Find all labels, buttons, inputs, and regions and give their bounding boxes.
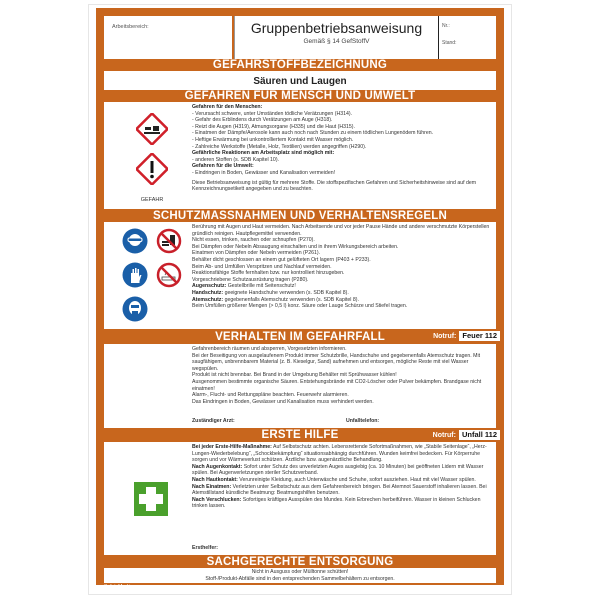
hazard-item: - Gefahr des Erblindens durch Verätzungen am Auge (H318). [192, 117, 333, 124]
hazard-item: - Einatmen der Dämpfe/Aerosole kann auch noch nach Stunden zu einem tödlichen Lungenödem führen. [192, 130, 434, 137]
inhalation-text: Verletzten unter Selbstschutz aus dem Gefahrenbereich bringen. Bei Atemnot Sauerstoff inhalieren lassen. Bei Atemstillstand künstliche Beatmung: Beatmungshilfen benutzen. [192, 483, 487, 497]
hazard-item: - Zahlreiche Werkstoffe (Metalle, Holz, Textilien) werden angegriffen (H290). [192, 143, 367, 150]
swallowing-text: Sofortiges kräftiges Ausspülen des Mundes. Kein Erbrechen herbeiführen. Wasser in kleinen Schlucken trinken lassen. [192, 496, 481, 510]
header-nr-stand-box [439, 16, 496, 59]
emergency-text [192, 346, 492, 405]
reaction-item: - anderen Stoffen (s. SDB Kapitel 10). [192, 156, 279, 163]
skin-contact-text: Verunreinigte Kleidung, auch Unterwäsche und Schuhe, sofort ausziehen. Haut mit viel Wasser spülen. [237, 476, 476, 483]
brand-name: SafetyMarking [104, 584, 136, 590]
inhalation-label: Nach Einatmen: [192, 483, 232, 490]
notruf-accident-number: Unfall 112 [459, 430, 500, 440]
arbeitsbereich-label: Arbeitsbereich: [112, 24, 149, 30]
respiratory-protection-label: Atemschutz: [192, 296, 224, 303]
disposal-line: Nicht in Ausguss oder Mülltonne schütten! [251, 569, 349, 575]
protection-text [192, 224, 492, 310]
first-aider-label: Ersthelfer: [192, 545, 218, 551]
disposal-line: Stoff-/Produkt-Abfälle sind in den entsprechenden Sammelbehältern zu entsorgen. [205, 575, 395, 582]
first-aid-box [104, 442, 496, 555]
protection-line: Beim Umfüllen größerer Mengen (> 0,5 l) konz. Säure oder Lauge Schürze und Stiefel tragen. [192, 303, 408, 310]
general-text: Auf Selbstschutz achten. Lebensrettende Sofortmaßnahmen, wie „Stabile Seitenlage“, „Herz-Lungen-Wiederbelebung“, „Schockbekämpfung“ situationsabhängig durchführen. Wunden keimfrei bedecken. Für Körperruhe sorgen und vor Wärmeverlust schützen. Ärztliche bzw. augenärztliche Behandlung. [192, 444, 487, 464]
emergency-box [104, 344, 496, 428]
signal-word: GEFAHR [140, 197, 164, 203]
hand-protection-label: Handschutz: [192, 289, 224, 296]
env-hazards-heading: Gefahren für die Umwelt: [192, 163, 254, 170]
protection-line: Bei Dämpfen oder Nebeln Absaugung einschalten und in ihrem Wirkungsbereich arbeiten. [192, 243, 399, 250]
first-aid-notruf [433, 430, 500, 440]
section-header-disposal: SACHGERECHTE ENTSORGUNG [206, 556, 394, 568]
notruf-label: Notruf: [432, 431, 456, 439]
eye-protection-text: Gestellbrille mit Seitenschutz! [226, 283, 296, 290]
brand-logo [104, 584, 136, 590]
notruf-fire-number: Feuer 112 [459, 331, 500, 341]
protection-box [104, 222, 496, 329]
emergency-line: Alarm-, Flucht- und Rettungspläne beachten. Feuerwehr alarmieren. [192, 392, 349, 399]
page-subtitle: Gemäß § 14 GefStoffV [303, 38, 370, 45]
emergency-line: Produkt ist nicht brennbar. Bei Brand in der Umgebung Behälter mit Sprühwasser kühlen! [192, 372, 397, 379]
respiratory-protection-text: gegebenenfalls Atemschutz verwenden (s. SDB Kapitel 8). [223, 296, 359, 303]
protection-line: Berührung mit Augen und Haut vermeiden. Nach Arbeitsende und vor jeder Pause Hände und andere verschmutzte Körperstellen gründlich reinigen. Hautpflegemittel verwenden. [192, 224, 490, 237]
protection-line: Einatmen von Dämpfen oder Nebeln vermeiden (P261). [192, 250, 321, 257]
protection-line: Nicht essen, trinken, rauchen oder schnupfen (P270). [192, 237, 315, 244]
emergency-line: Gefahrenbereich räumen und absperren, Vorgesetzten informieren. [192, 346, 347, 352]
no-smoking-icon [156, 262, 182, 288]
accident-phone-label: Unfalltelefon: [346, 418, 380, 424]
disposal-box [104, 568, 496, 583]
emergency-line: Das Eindringen in Boden, Gewässer und Kanalisation muss verhindert werden. [192, 398, 374, 405]
eye-protection-icon [122, 228, 148, 254]
hand-protection-text: geeignete Handschuhe verwenden (s. SDB Kapitel 8). [223, 289, 349, 296]
eye-protection-label: Augenschutz: [192, 283, 227, 290]
first-aid-title: ERSTE HILFE [261, 429, 339, 441]
protection-line: Reaktionsfähige Stoffe fernhalten bzw. nur kontrolliert hinzugeben. [192, 270, 345, 277]
first-aid-cross-icon [134, 482, 168, 516]
section-header-substance: GEFAHRSTOFFBEZEICHNUNG [212, 59, 388, 71]
header-title-box [234, 16, 439, 59]
general-label: Bei jeder Erste-Hilfe-Maßnahme: [192, 444, 272, 450]
hazard-item: - Reizt die Augen (H319), Atmungsorgane (H335) und die Haut (H315). [192, 123, 355, 130]
human-hazards-heading: Gefahren für den Menschen: [192, 104, 263, 110]
protection-line: Behälter dicht geschlossen an einem gut gelüfteten Ort lagern (P403 + P233). [192, 256, 371, 263]
protection-line: Vorgeschriebene Schutzausrüstung tragen (P280). [192, 276, 309, 283]
stand-label: Stand: [442, 40, 457, 46]
doctor-label: Zuständiger Arzt: [192, 418, 235, 424]
operating-instruction-sheet [96, 8, 504, 590]
header-arbeitsbereich-box [104, 16, 232, 59]
skin-contact-label: Nach Hautkontakt: [192, 476, 238, 483]
substance-name: Säuren und Laugen [253, 76, 347, 87]
exclamation-icon [136, 153, 168, 185]
first-aid-text [192, 444, 492, 510]
env-item: - Eindringen in Boden, Gewässer und Kanalisation vermeiden! [192, 169, 336, 176]
hand-protection-icon [122, 262, 148, 288]
protection-line: Beim Ab- und Umfüllen Verspritzen und Nachlauf vermeiden. [192, 263, 332, 270]
emergency-notruf [433, 331, 500, 341]
eye-contact-label: Nach Augenkontakt: [192, 463, 243, 470]
emergency-line: Bei der Beseitigung von ausgelaufenem Produkt immer Schutzbrille, Handschuhe und gegebenenfalls Atemschutz tragen. Mit saugfähigem, unbrennbarem Material (z. B. Kieselgur, Sand) aufnehmen und entsorgen, mögliche Reste mit viel Wasser wegspülen. [192, 352, 481, 372]
respiratory-protection-icon [122, 296, 148, 322]
emergency-title: VERHALTEN IM GEFAHRFALL [215, 331, 385, 343]
notruf-label: Notruf: [433, 332, 457, 340]
hazard-item: - Heftige Erwärmung bei unkontrolliertem Kontakt mit Wasser möglich. [192, 136, 354, 143]
substance-name-box [104, 71, 496, 90]
reactions-heading: Gefährliche Reaktionen am Arbeitsplatz sind möglich mit: [192, 150, 335, 157]
hazards-box [104, 102, 496, 209]
page-title: Gruppenbetriebsanweisung [250, 20, 423, 36]
hazards-text [192, 104, 492, 193]
hazard-item: - Verursacht schwere, unter Umständen tödliche Verätzungen (H314). [192, 110, 353, 117]
section-header-hazards: GEFAHREN FÜR MENSCH UND UMWELT [184, 90, 416, 102]
section-header-protection: SCHUTZMASSNAHMEN UND VERHALTENSREGELN [152, 210, 448, 222]
no-eating-drinking-icon [156, 228, 182, 254]
swallowing-label: Nach Verschlucken: [192, 496, 242, 503]
eye-contact-text: Sofort unter Schutz des unverletzten Auges ausgiebig (ca. 10 Minuten) bei geöffneten Lidern mit Wasser spülen. Bei Augenverletzungen steriler Schutzverband. [192, 463, 484, 477]
validity-note: Diese Betriebsanweisung ist gültig für mehrere Stoffe. Die stoffspezifischen Gefahren und Sicherheitshinweise sind auf dem Kennzeichnungsetikett angegeben und zu beachten. [192, 179, 477, 193]
corrosion-icon [136, 113, 168, 145]
nr-label: Nr.: [442, 23, 450, 29]
emergency-line: Ausgenommen bestimmte organische Säuren. Entstehungsbrände mit CO2-Löscher oder Pulver bekämpfen. Brandgase nicht einatmen! [192, 378, 482, 392]
